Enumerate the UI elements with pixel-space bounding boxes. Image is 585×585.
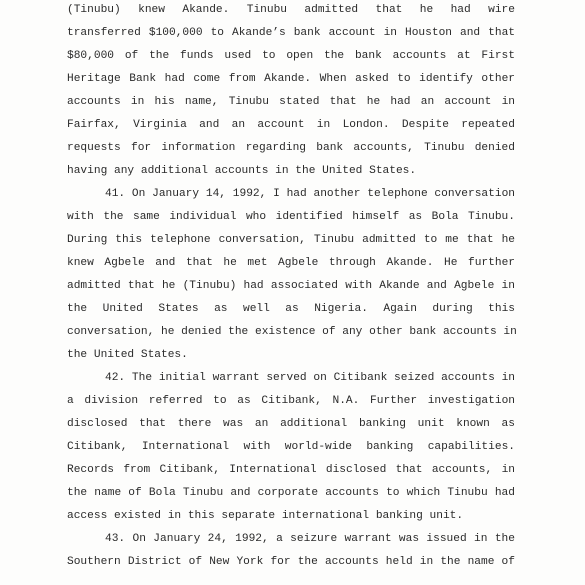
text-line: Fairfax, Virginia and an account in London. Despite repeated [67,119,515,131]
text-line: $80,000 of the funds used to open the bank accounts at First [67,50,515,62]
text-line: During this telephone conversation, Tinubu admitted to me that he [67,234,515,246]
text-line: access existed in this separate international banking unit. [67,510,464,522]
text-line: Records from Citibank, International disclosed that accounts, in [67,464,515,476]
document-body [67,0,515,574]
text-line: Citibank, International with world-wide banking capabilities. [67,441,515,453]
text-line: (Tinubu) knew Akande. Tinubu admitted that he had wire [67,4,515,16]
text-line: disclosed that there was an additional banking unit known as [67,418,515,430]
text-line: Heritage Bank had come from Akande. When asked to identify other [67,73,515,85]
text-line: accounts in his name, Tinubu stated that he had an account in [67,96,515,108]
text-line: 41. On January 14, 1992, I had another telephone conversation [105,188,515,200]
text-line: admitted that he (Tinubu) had associated with Akande and Agbele in [67,280,515,292]
text-line: knew Agbele and that he met Agbele through Akande. He further [67,257,515,269]
text-line: the United States as well as Nigeria. Again during this [67,303,515,315]
text-line: requests for information regarding bank accounts, Tinubu denied [67,142,515,154]
text-line: the United States. [67,349,188,361]
text-line: Southern District of New York for the accounts held in the name of [67,556,515,568]
text-line: 42. The initial warrant served on Citibank seized accounts in [105,372,515,384]
text-line: with the same individual who identified himself as Bola Tinubu. [67,211,515,223]
text-line: the name of Bola Tinubu and corporate accounts to which Tinubu had [67,487,515,499]
text-line: transferred $100,000 to Akande’s bank account in Houston and that [67,27,515,39]
text-line: having any additional accounts in the United States. [67,165,417,177]
text-line: a division referred to as Citibank, N.A. Further investigation [67,395,515,407]
text-line: 43. On January 24, 1992, a seizure warrant was issued in the [105,533,515,545]
text-line: conversation, he denied the existence of any other bank accounts in [67,326,517,338]
